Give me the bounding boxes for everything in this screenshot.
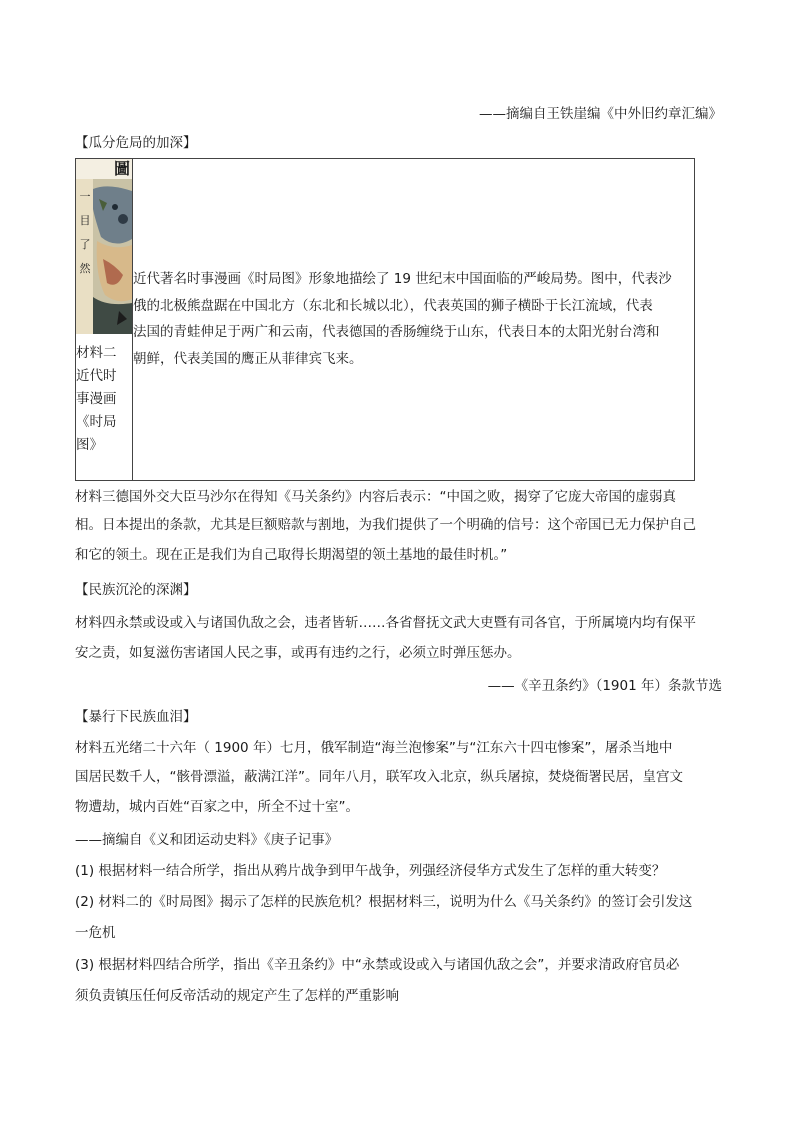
source-line-material4: ——《辛丑条约》（1901 年）条款节选 <box>487 678 722 694</box>
material2-description <box>133 266 693 372</box>
material5-line: 物遭劫，城内百姓“百家之中，所全不过十室”。 <box>75 799 359 815</box>
cartoon-vertical-caption <box>78 185 92 281</box>
material2-label-line: 材料二 <box>76 345 117 361</box>
material3-line: 相。日本提出的条款，尤其是巨额赔款与割地，为我们提供了一个明确的信号：这个帝国已无力保护自己 <box>75 517 696 533</box>
material2-label-line: 《时局 <box>76 414 117 430</box>
question-line: (3) 根据材料四结合所学，指出《辛丑条约》中“永禁或设或入与诸国仇敌之会”，并要求清政府官员必 <box>75 957 680 973</box>
cartoon-caption-char: 了 <box>79 238 91 251</box>
material2-label <box>76 334 132 457</box>
material2-description-line: 俄的北极熊盘踞在中国北方（东北和长城以北），代表英国的狮子横卧于长江流域，代表 <box>133 297 653 314</box>
material3-line: 材料三德国外交大臣马沙尔在得知《马关条约》内容后表示：“中国之败，揭穿了它庞大帝国的虚弱真 <box>75 489 676 505</box>
question-line: 一危机 <box>75 925 116 941</box>
material2-label-line: 图》 <box>76 437 103 453</box>
question-line: (2) 材料二的《时局图》揭示了怎样的民族危机？根据材料三，说明为什么《马关条约》的签订会引发这 <box>75 894 693 910</box>
question-line: 须负责镇压任何反帝活动的规定产生了怎样的严重影响 <box>75 988 399 1004</box>
section-heading-atrocities: 【暴行下民族血泪】 <box>75 709 197 725</box>
cartoon-caption-char: 目 <box>79 214 91 227</box>
material2-description-line: 法国的青蛙伸足于两广和云南，代表德国的香肠缠绕于山东，代表日本的太阳光射台湾和 <box>133 324 660 340</box>
shiju-tu-cartoon-image <box>76 159 132 334</box>
cartoon-title-char: 圖 <box>76 159 132 179</box>
cartoon-caption-char: 一 <box>79 190 91 203</box>
source-line-material5: ——摘编自《义和团运动史料》《庚子记事》 <box>75 832 339 848</box>
cartoon-map-drawing <box>93 179 132 334</box>
material4-line: 材料四永禁或设或入与诸国仇敌之会，违者皆斩……各省督抚文武大吏暨有司各官，于所属境内均有保平 <box>75 615 696 631</box>
material3-line: 和它的领土。现在正是我们为自己取得长期渴望的领土基地的最佳时机。” <box>75 547 508 563</box>
material2-description-line: 近代著名时事漫画《时局图》形象地描绘了 19 世纪末中国面临的严峻局势。图中，代表沙 <box>133 271 672 287</box>
question-line: (1) 根据材料一结合所学，指出从鸦片战争到甲午战争，列强经济侵华方式发生了怎样的重大转变？ <box>75 863 666 879</box>
source-line-material1: ——摘编自王铁崖编《中外旧约章汇编》 <box>479 106 722 122</box>
material2-description-line: 朝鲜，代表美国的鹰正从菲律宾飞来。 <box>133 350 363 367</box>
material2-left-cell <box>76 159 133 481</box>
section-heading-abyss: 【民族沉沦的深渊】 <box>75 582 197 598</box>
material5-line: 材料五光绪二十六年（ 1900 年）七月，俄军制造“海兰泡惨案”与“江东六十四屯惨案”，屠杀当地中 <box>75 740 673 756</box>
material5-line: 国居民数千人，“骸骨漂溢，蔽满江洋”。同年八月，联军攻入北京，纵兵屠掠，焚烧衙署民居，皇宫文 <box>75 769 683 785</box>
material2-label-line: 事漫画 <box>76 391 117 407</box>
section-heading-partition: 【瓜分危局的加深】 <box>75 135 197 151</box>
material2-label-line: 近代时 <box>76 368 117 384</box>
cartoon-caption-char: 然 <box>79 262 91 275</box>
material4-line: 安之责，如复滋伤害诸国人民之事，或再有违约之行，必须立时弹压惩办。 <box>75 645 521 661</box>
